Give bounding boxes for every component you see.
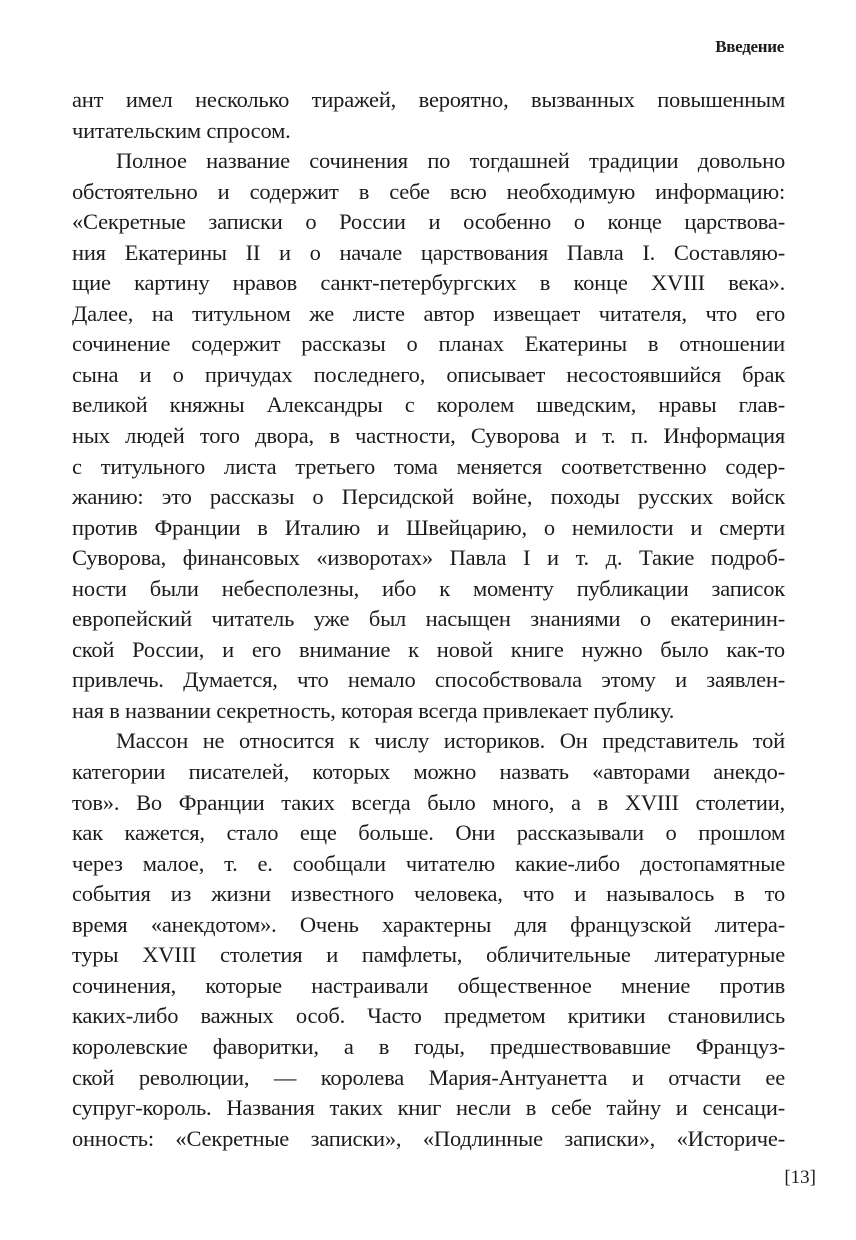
running-header: Введение bbox=[715, 37, 784, 56]
text-line: сочинения, которые настраивали общественное мнение против bbox=[72, 972, 785, 998]
text-line: время «анекдотом». Очень характерны для французской литера- bbox=[72, 911, 785, 937]
text-line: обстоятельно и содержит в себе всю необходимую информацию: bbox=[72, 178, 785, 204]
text-line: туры XVIII столетия и памфлеты, обличительные литературные bbox=[72, 942, 785, 968]
text-line: каких-либо важных особ. Часто предметом критики становились bbox=[72, 1003, 785, 1029]
text-line: категории писателей, которых можно назвать «авторами анекдо- bbox=[72, 759, 785, 785]
text-line: с титульного листа третьего тома меняется соответственно содер- bbox=[72, 453, 785, 479]
text-line: королевские фаворитки, а в годы, предшествовавшие Француз- bbox=[72, 1033, 785, 1059]
text-line: щие картину нравов санкт-петербургских в конце XVIII века». bbox=[72, 270, 785, 296]
text-line: через малое, т. е. сообщали читателю какие-либо достопамятные bbox=[72, 850, 785, 876]
text-line: сына и о причудах последнего, описывает несостоявшийся брак bbox=[72, 361, 785, 387]
text-line: события из жизни известного человека, что и называлось в то bbox=[72, 881, 785, 907]
text-line: Полное название сочинения по тогдашней традиции довольно bbox=[116, 148, 785, 174]
text-line: читательским спросом. bbox=[72, 117, 291, 143]
text-line: супруг-король. Названия таких книг несли в себе тайну и сенсаци- bbox=[72, 1095, 785, 1121]
page-number: [13] bbox=[784, 1167, 816, 1188]
text-line: онность: «Секретные записки», «Подлинные записки», «Историче- bbox=[72, 1125, 785, 1151]
text-line: ных людей того двора, в частности, Суворова и т. п. Информация bbox=[72, 423, 785, 449]
text-line: ант имел несколько тиражей, вероятно, вызванных повышенным bbox=[72, 87, 785, 112]
text-line: Далее, на титульном же листе автор извещает читателя, что его bbox=[72, 300, 785, 326]
text-line: привлечь. Думается, что немало способствовала этому и заявлен- bbox=[72, 667, 785, 693]
text-line: ния Екатерины II и о начале царствования Павла I. Составляю- bbox=[72, 239, 785, 265]
text-line: «Секретные записки о России и особенно о конце царствова- bbox=[72, 209, 785, 235]
body-text bbox=[72, 85, 785, 1154]
text-line: жанию: это рассказы о Персидской войне, походы русских войск bbox=[72, 484, 785, 510]
text-line: великой княжны Александры с королем шведским, нравы глав- bbox=[72, 392, 785, 418]
text-line: ской революции, — королева Мария-Антуанетта и отчасти ее bbox=[72, 1064, 785, 1090]
text-line: как кажется, стало еще больше. Они рассказывали о прошлом bbox=[72, 820, 785, 846]
text-line: сочинение содержит рассказы о планах Екатерины в отношении bbox=[72, 331, 785, 357]
text-line: тов». Во Франции таких всегда было много, а в XVIII столетии, bbox=[72, 789, 785, 815]
text-line: Массон не относится к числу историков. Он представитель той bbox=[116, 728, 785, 754]
text-line: ской России, и его внимание к новой книге нужно было как-то bbox=[72, 636, 785, 662]
text-line: ная в названии секретность, которая всегда привлекает публику. bbox=[72, 697, 675, 723]
text-line: ности были небесполезны, ибо к моменту публикации записок bbox=[72, 575, 785, 601]
text-line: Суворова, финансовых «изворотах» Павла I и т. д. Такие подроб- bbox=[72, 545, 785, 571]
text-line: против Франции в Италию и Швейцарию, о немилости и смерти bbox=[72, 514, 785, 540]
text-line: европейский читатель уже был насыщен знаниями о екатеринин- bbox=[72, 606, 785, 632]
